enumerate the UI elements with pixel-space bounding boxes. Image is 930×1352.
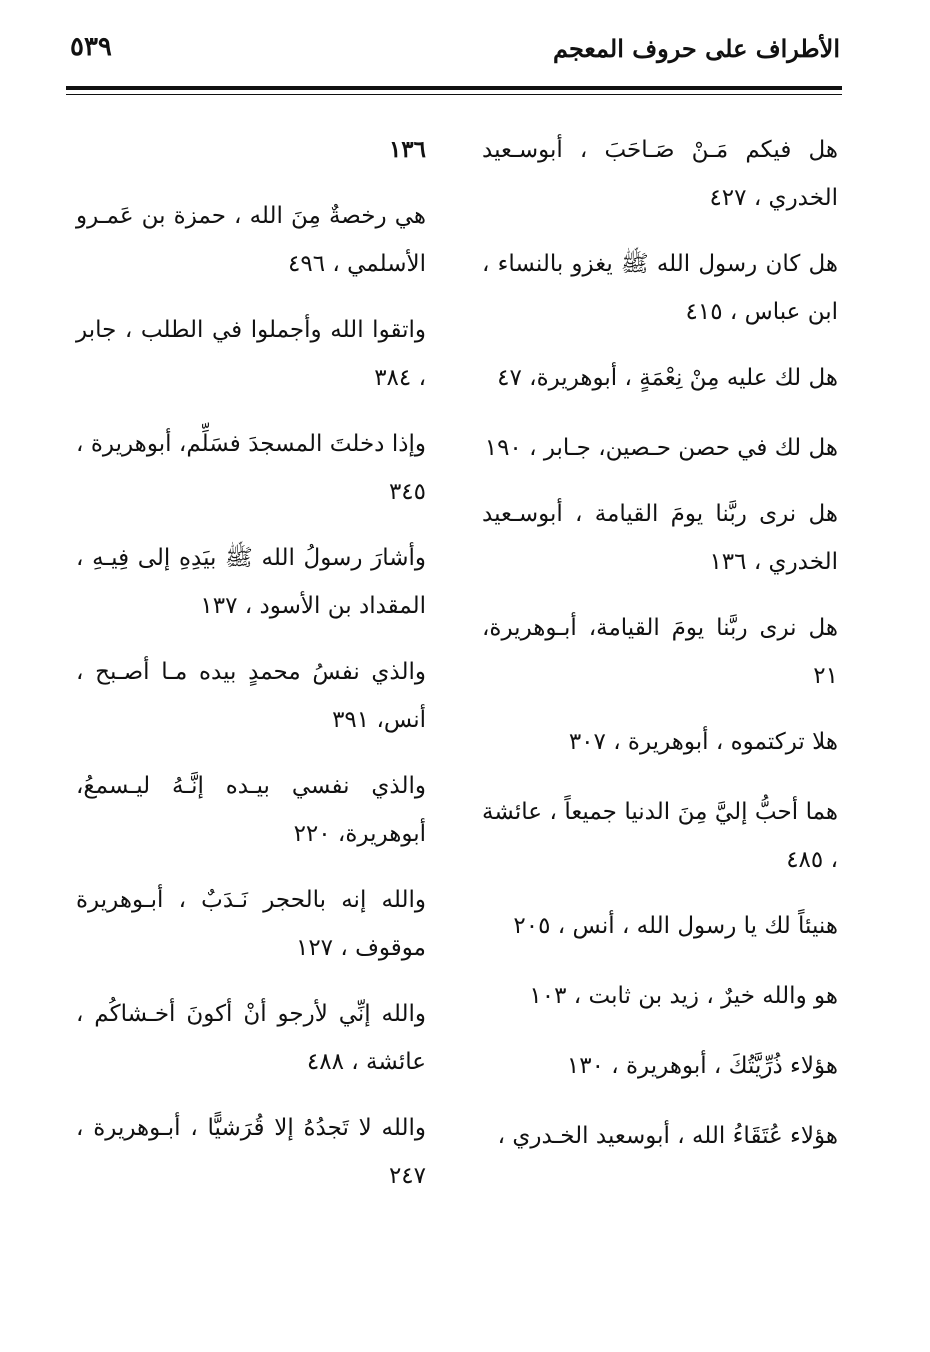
index-entry: هل لك عليه مِنْ نِعْمَةٍ ، أبوهريرة، ٤٧ bbox=[497, 365, 838, 391]
page-header bbox=[60, 28, 840, 68]
page-number: ٥٣٩ bbox=[70, 32, 112, 62]
index-entry: والله إنِّي لأرجو أنْ أكونَ أخـشاكُم ، عائشة ، ٤٨٨ bbox=[76, 1001, 426, 1075]
index-column-left bbox=[76, 126, 426, 1218]
index-entry: هؤلاء ذُرِّيَّتُكَ ، أبوهريرة ، ١٣٠ bbox=[566, 1053, 838, 1079]
index-entry: وأشارَ رسولُ الله ﷺ بيَدِهِ إلى فِيـهِ ، المقداد بن الأسود ، ١٣٧ bbox=[76, 545, 426, 619]
index-entry: هي رخصةٌ مِنَ الله ، حمزة بن عَمـرو الأسلمي ، ٤٩٦ bbox=[76, 203, 426, 277]
continued-page-ref: ١٣٦ bbox=[388, 136, 426, 163]
index-entry: هل كان رسول الله ﷺ يغزو بالنساء ، ابن عباس ، ٤١٥ bbox=[482, 251, 838, 325]
index-entry: والله إنه بالحجر نَـدَبٌ ، أبـوهريرة موقوف ، ١٢٧ bbox=[76, 887, 426, 961]
index-entry: وإذا دخلتَ المسجدَ فسَلِّم، أبوهريرة ، ٣٤٥ bbox=[76, 431, 426, 505]
header-rule-thin bbox=[66, 94, 842, 95]
index-entry: والذي نفسُ محمدٍ بيده مـا أصـبح ، أنس، ٣٩١ bbox=[76, 659, 426, 733]
index-entry: هؤلاء عُتَقَاءُ الله ، أبوسعيد الخـدري ، bbox=[497, 1123, 838, 1149]
index-column-right bbox=[482, 126, 838, 1182]
index-entry: هل فيكم مَـنْ صَـاحَبَ ، أبوسـعيد الخدري ، ٤٢٧ bbox=[482, 137, 838, 211]
index-entry: هلا تركتموه ، أبوهريرة ، ٣٠٧ bbox=[568, 729, 838, 755]
index-entry: هو والله خيرٌ ، زيد بن ثابت ، ١٠٣ bbox=[529, 983, 838, 1009]
index-entry: هل لك في حصن حـصين، جـابر ، ١٩٠ bbox=[484, 435, 838, 461]
index-entry: هل نرى ربَّنا يومَ القيامة، أبـوهريرة، ٢١ bbox=[482, 615, 838, 689]
index-entry: هما أحبُّ إليَّ مِنَ الدنيا جميعاً ، عائشة ، ٤٨٥ bbox=[482, 799, 838, 873]
index-entry: هنيئاً لك يا رسول الله ، أنس ، ٢٠٥ bbox=[513, 913, 838, 939]
index-entry: والله لا تَجدُهُ إلا قُرَشيًّا ، أبـوهريرة ، ٢٤٧ bbox=[76, 1115, 426, 1189]
index-entry: والذي نفسي بيـده إنَّـهُ ليـسمعُ، أبوهريرة، ٢٢٠ bbox=[76, 773, 426, 847]
header-rule-thick bbox=[66, 86, 842, 90]
index-entry: هل نرى ربَّنا يومَ القيامة ، أبوسـعيد الخدري ، ١٣٦ bbox=[482, 501, 838, 575]
index-entry: واتقوا الله وأجملوا في الطلب ، جابر ، ٣٨٤ bbox=[76, 317, 426, 391]
running-title: الأطراف على حروف المعجم bbox=[552, 34, 840, 63]
